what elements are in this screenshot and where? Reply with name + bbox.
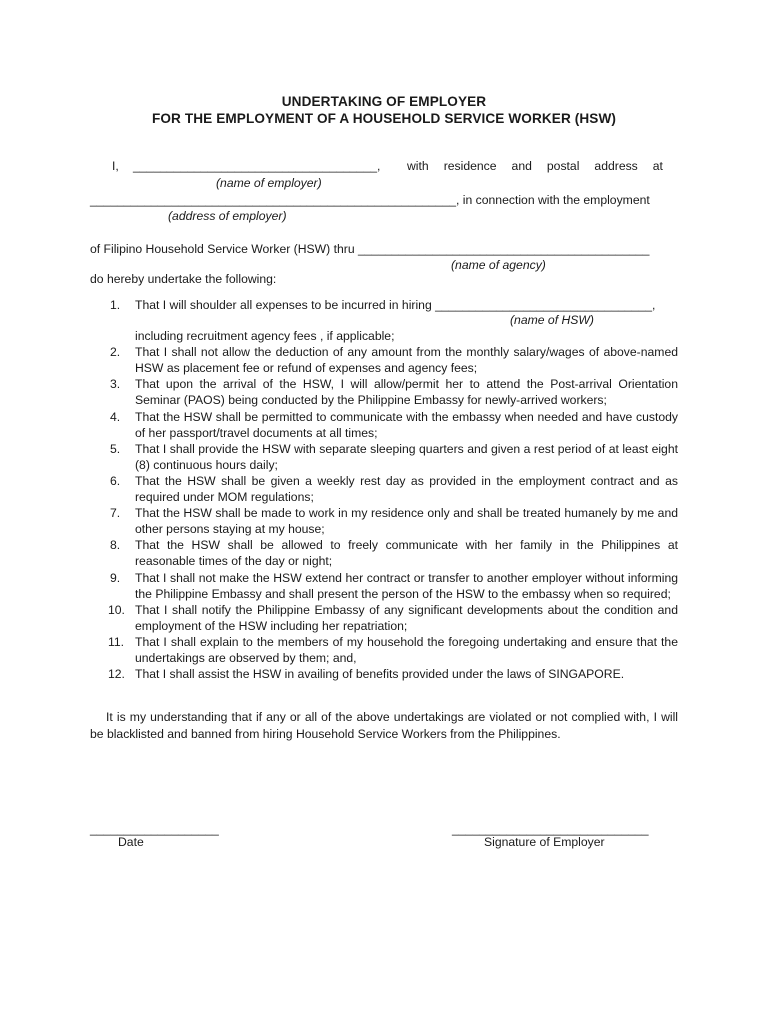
list-item [110,602,678,634]
list-item [110,409,678,441]
date-label: Date [118,835,144,849]
list-item [110,505,678,537]
name-of-hsw-hint: (name of HSW) [510,313,594,328]
item-text: That I shall explain to the members of my household the foregoing undertaking and ensure that the undertakings are observed by them; and, [135,634,678,665]
document-subtitle: FOR THE EMPLOYMENT OF A HOUSEHOLD SERVICE WORKER (HSW) [151,111,617,126]
word-address: address [594,159,638,173]
closing-paragraph: It is my understanding that if any or all of the above undertakings are violated or not complied with, I will be blacklisted and banned from hiring Household Service Workers from the Philippines. [90,710,678,741]
date-blank: ___________________ [90,822,219,836]
word-at: at [652,159,663,173]
item-text: That I shall provide the HSW with separate sleeping quarters and given a rest period of at least eight (8) continuous hours daily; [135,441,678,472]
intro-residence-text [407,159,663,173]
item-number: 7. [110,506,121,521]
list-item [110,570,678,602]
undertakings-list [110,297,678,682]
name-of-employer-hint: (name of employer) [216,176,322,190]
item-number: 3. [110,377,121,392]
item-text: That I shall not make the HSW extend her contract or transfer to another employer without informing the Philippine Embassy and shall present the person of the HSW to the embassy when so required; [135,570,678,601]
list-item [110,344,678,376]
word-postal: postal [546,159,580,173]
item-number: 9. [110,570,121,585]
item-number: 2. [110,345,121,360]
agency-line: of Filipino Household Service Worker (HSW) thru ___________________________________________ [90,242,650,256]
item-text: That the HSW shall be allowed to freely communicate with her family in the Philippines at reasonable times of the day or night; [135,538,678,569]
intro-i-label: I, [112,159,119,173]
item-number: 4. [110,409,121,424]
document-title: UNDERTAKING OF EMPLOYER [281,94,487,109]
item-text: That I shall notify the Philippine Embassy of any significant developments about the condition and employment of the HSW including her repatriation; [135,602,678,633]
item-text: That the HSW shall be permitted to communicate with the embassy when needed and have custody of her passport/travel documents at all times; [135,409,678,440]
list-item [110,297,678,344]
item-number: 8. [110,538,121,553]
item-text: That I will shoulder all expenses to be incurred in hiring ________________________________, [135,298,656,312]
item-text: That I shall assist the HSW in availing of benefits provided under the laws of SINGAPORE. [135,667,625,682]
word-with: with [407,159,429,173]
item-number: 11. [108,634,125,649]
employer-name-blank: ____________________________________, [133,159,381,173]
item-text: That the HSW shall be given a weekly rest day as provided in the employment contract and as required under MOM regulations; [135,473,678,505]
word-and: and [511,159,532,173]
item-number: 1. [110,298,121,312]
word-residence: residence [443,159,497,173]
list-item [110,537,678,569]
name-of-agency-hint: (name of agency) [451,258,546,272]
item-number: 6. [110,473,121,488]
list-item [110,441,678,473]
list-item [110,666,678,682]
item-number: 5. [110,441,121,456]
item-text: That I shall not allow the deduction of any amount from the monthly salary/wages of above-named HSW as placement fee or refund of expenses and agency fees; [135,345,678,376]
address-of-employer-hint: (address of employer) [168,209,287,223]
item-number: 12. [108,667,125,682]
list-item [110,376,678,408]
item-number: 10. [108,602,125,617]
item-text: That upon the arrival of the HSW, I will allow/permit her to attend the Post-arrival Orientation Seminar (PAOS) being conducted by the Philippine Embassy for newly-arrived workers; [135,377,678,408]
signature-blank: _____________________________ [452,822,649,836]
address-blank-line: ______________________________________________________, in connection with the employment [90,193,650,207]
signature-label: Signature of Employer [484,835,605,849]
item-text-continued: including recruitment agency fees , if applicable; [135,329,395,344]
item-text: That the HSW shall be made to work in my residence only and shall be treated humanely by me and other persons staying at my house; [135,506,678,537]
list-item [110,473,678,505]
undertake-line: do hereby undertake the following: [90,272,277,286]
list-item [110,634,678,666]
